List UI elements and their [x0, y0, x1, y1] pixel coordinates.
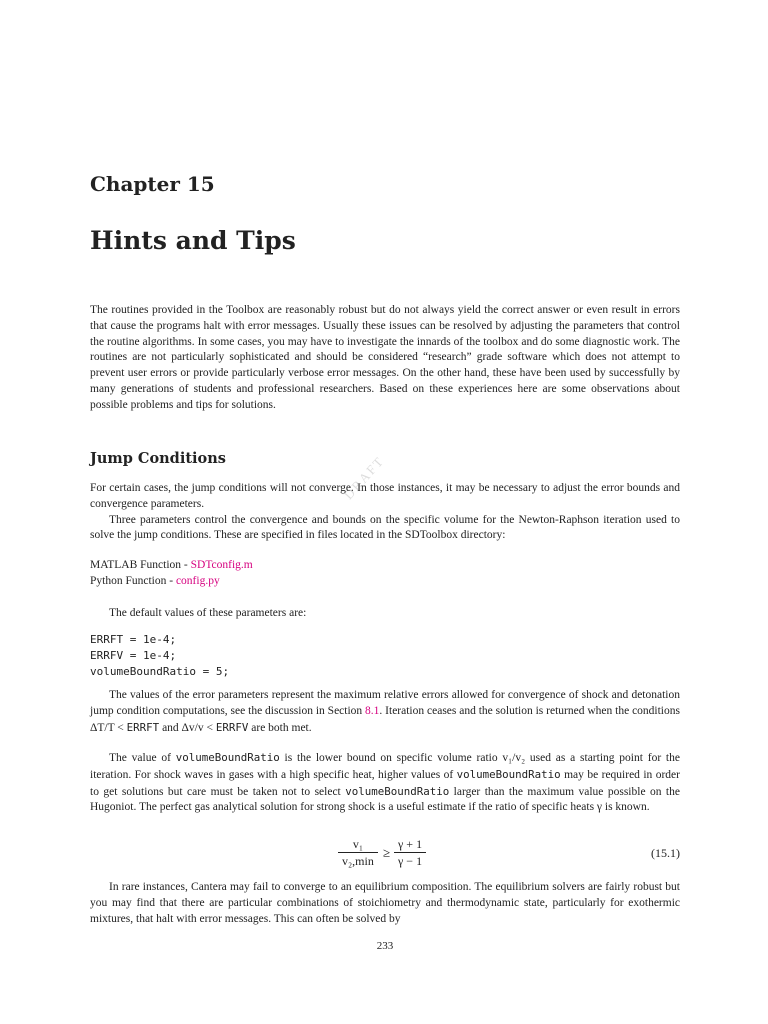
text-span: . Iteration ceases and the solution is returned when the conditions ΔT/T < — [90, 704, 680, 734]
code-line: ERRFV = 1e-4; — [90, 649, 177, 662]
text-span: is the lower bound on specific volume ratio v₁/v₂ used as a starting point for the iteration. For shock waves in gases with a high specific heat, higher values of — [90, 752, 680, 781]
inline-code: volumeBoundRatio — [175, 751, 280, 764]
draft-watermark: DRAFT — [340, 453, 388, 503]
text-span: The value of — [109, 752, 176, 764]
code-line: ERRFT = 1e-4; — [90, 633, 177, 646]
equation-15-1 — [90, 836, 680, 876]
document-page — [90, 0, 680, 1024]
equation-number: (15.1) — [651, 846, 680, 860]
paragraph-convergence: For certain cases, the jump conditions will not converge. In those instances, it may be necessary to adjust the error bounds and convergence parameters. — [90, 482, 680, 510]
equation-lhs-numerator: v₁ — [352, 837, 364, 851]
page-number: 233 — [376, 940, 394, 952]
paragraph-volume-bound — [90, 750, 680, 816]
python-function-label: Python Function - — [90, 574, 176, 587]
chapter-label: Chapter 15 — [90, 172, 215, 196]
code-block — [90, 632, 680, 680]
equation-rhs-denominator: γ − 1 — [398, 854, 423, 868]
equation-rhs-fraction — [394, 836, 426, 869]
equation-lhs-fraction — [338, 836, 378, 869]
matlab-config-link[interactable]: SDTconfig.m — [190, 559, 253, 571]
python-config-link[interactable]: config.py — [175, 574, 220, 587]
inline-code: ERRFT — [126, 720, 160, 734]
matlab-function-line — [90, 558, 680, 574]
text-span: larger than the maximum value possible on the Hugoniot. The perfect gas analytical solution for strong shock is a useful estimate if the ratio of specific heats γ is known. — [90, 785, 680, 814]
equation-rhs-numerator: γ + 1 — [398, 837, 423, 851]
paragraph-parameters: Three parameters control the convergence and bounds on the specific volume for the Newton-Raphson iteration used to solve the jump conditions. These are specified in files located in the SDToolbox directory: — [90, 513, 680, 542]
jump-conditions-intro — [90, 481, 680, 544]
text-span: The values of the error parameters represent the maximum relative errors allowed for convergence of shock and detonation jump condition computations, see the discussion in Section — [90, 689, 680, 717]
chapter-title: Hints and Tips — [90, 226, 296, 255]
inline-code: volumeBoundRatio — [345, 784, 450, 798]
equation-relation: ≥ — [383, 845, 391, 860]
inline-code: ERRFV — [215, 720, 249, 734]
matlab-function-label: MATLAB Function - — [90, 559, 191, 571]
section-ref-link[interactable]: 8.1 — [365, 704, 380, 717]
function-list — [90, 558, 680, 590]
paragraph-error-parameters — [90, 688, 680, 736]
section-heading: Jump Conditions — [90, 450, 226, 467]
python-function-line — [90, 574, 680, 590]
code-line: volumeBoundRatio = 5; — [90, 665, 230, 678]
inline-code: volumeBoundRatio — [456, 767, 561, 781]
defaults-intro: The default values of these parameters are: — [109, 607, 307, 619]
text-span: may be required in order to get solutions but care must be taken not to select — [90, 768, 680, 798]
text-span: are both met. — [248, 721, 312, 734]
paragraph-cantera: In rare instances, Cantera may fail to converge to an equilibrium composition. The equilibrium solvers are fairly robust but you may find that there are particular combinations of stoichiometry and thermodynamic state, particularly for exothermic mixtures, that halt with error messages. This can often be solved by — [90, 881, 680, 925]
equation-lhs-denominator: v₂,min — [342, 854, 374, 868]
text-span: and Δv/v < — [159, 721, 216, 734]
intro-paragraph: The routines provided in the Toolbox are reasonably robust but do not always yield the correct answer or even result in errors that cause the programs halt with error messages. Usually these issues can be resolved by adjusting the parameters that control the routine algorithms. In some cases, you may have to investigate the innards of the toolbox and do some diagnostic work. The routines are not particularly sophisticated and should be considered “research” grade software which does not attempt to prevent user errors or provide particularly verbose error messages. On the other hand, these have been used by successfully by many generations of students and professional researchers. Based on these experiences here are some observations about possible problems and tips for solutions. — [90, 304, 680, 411]
